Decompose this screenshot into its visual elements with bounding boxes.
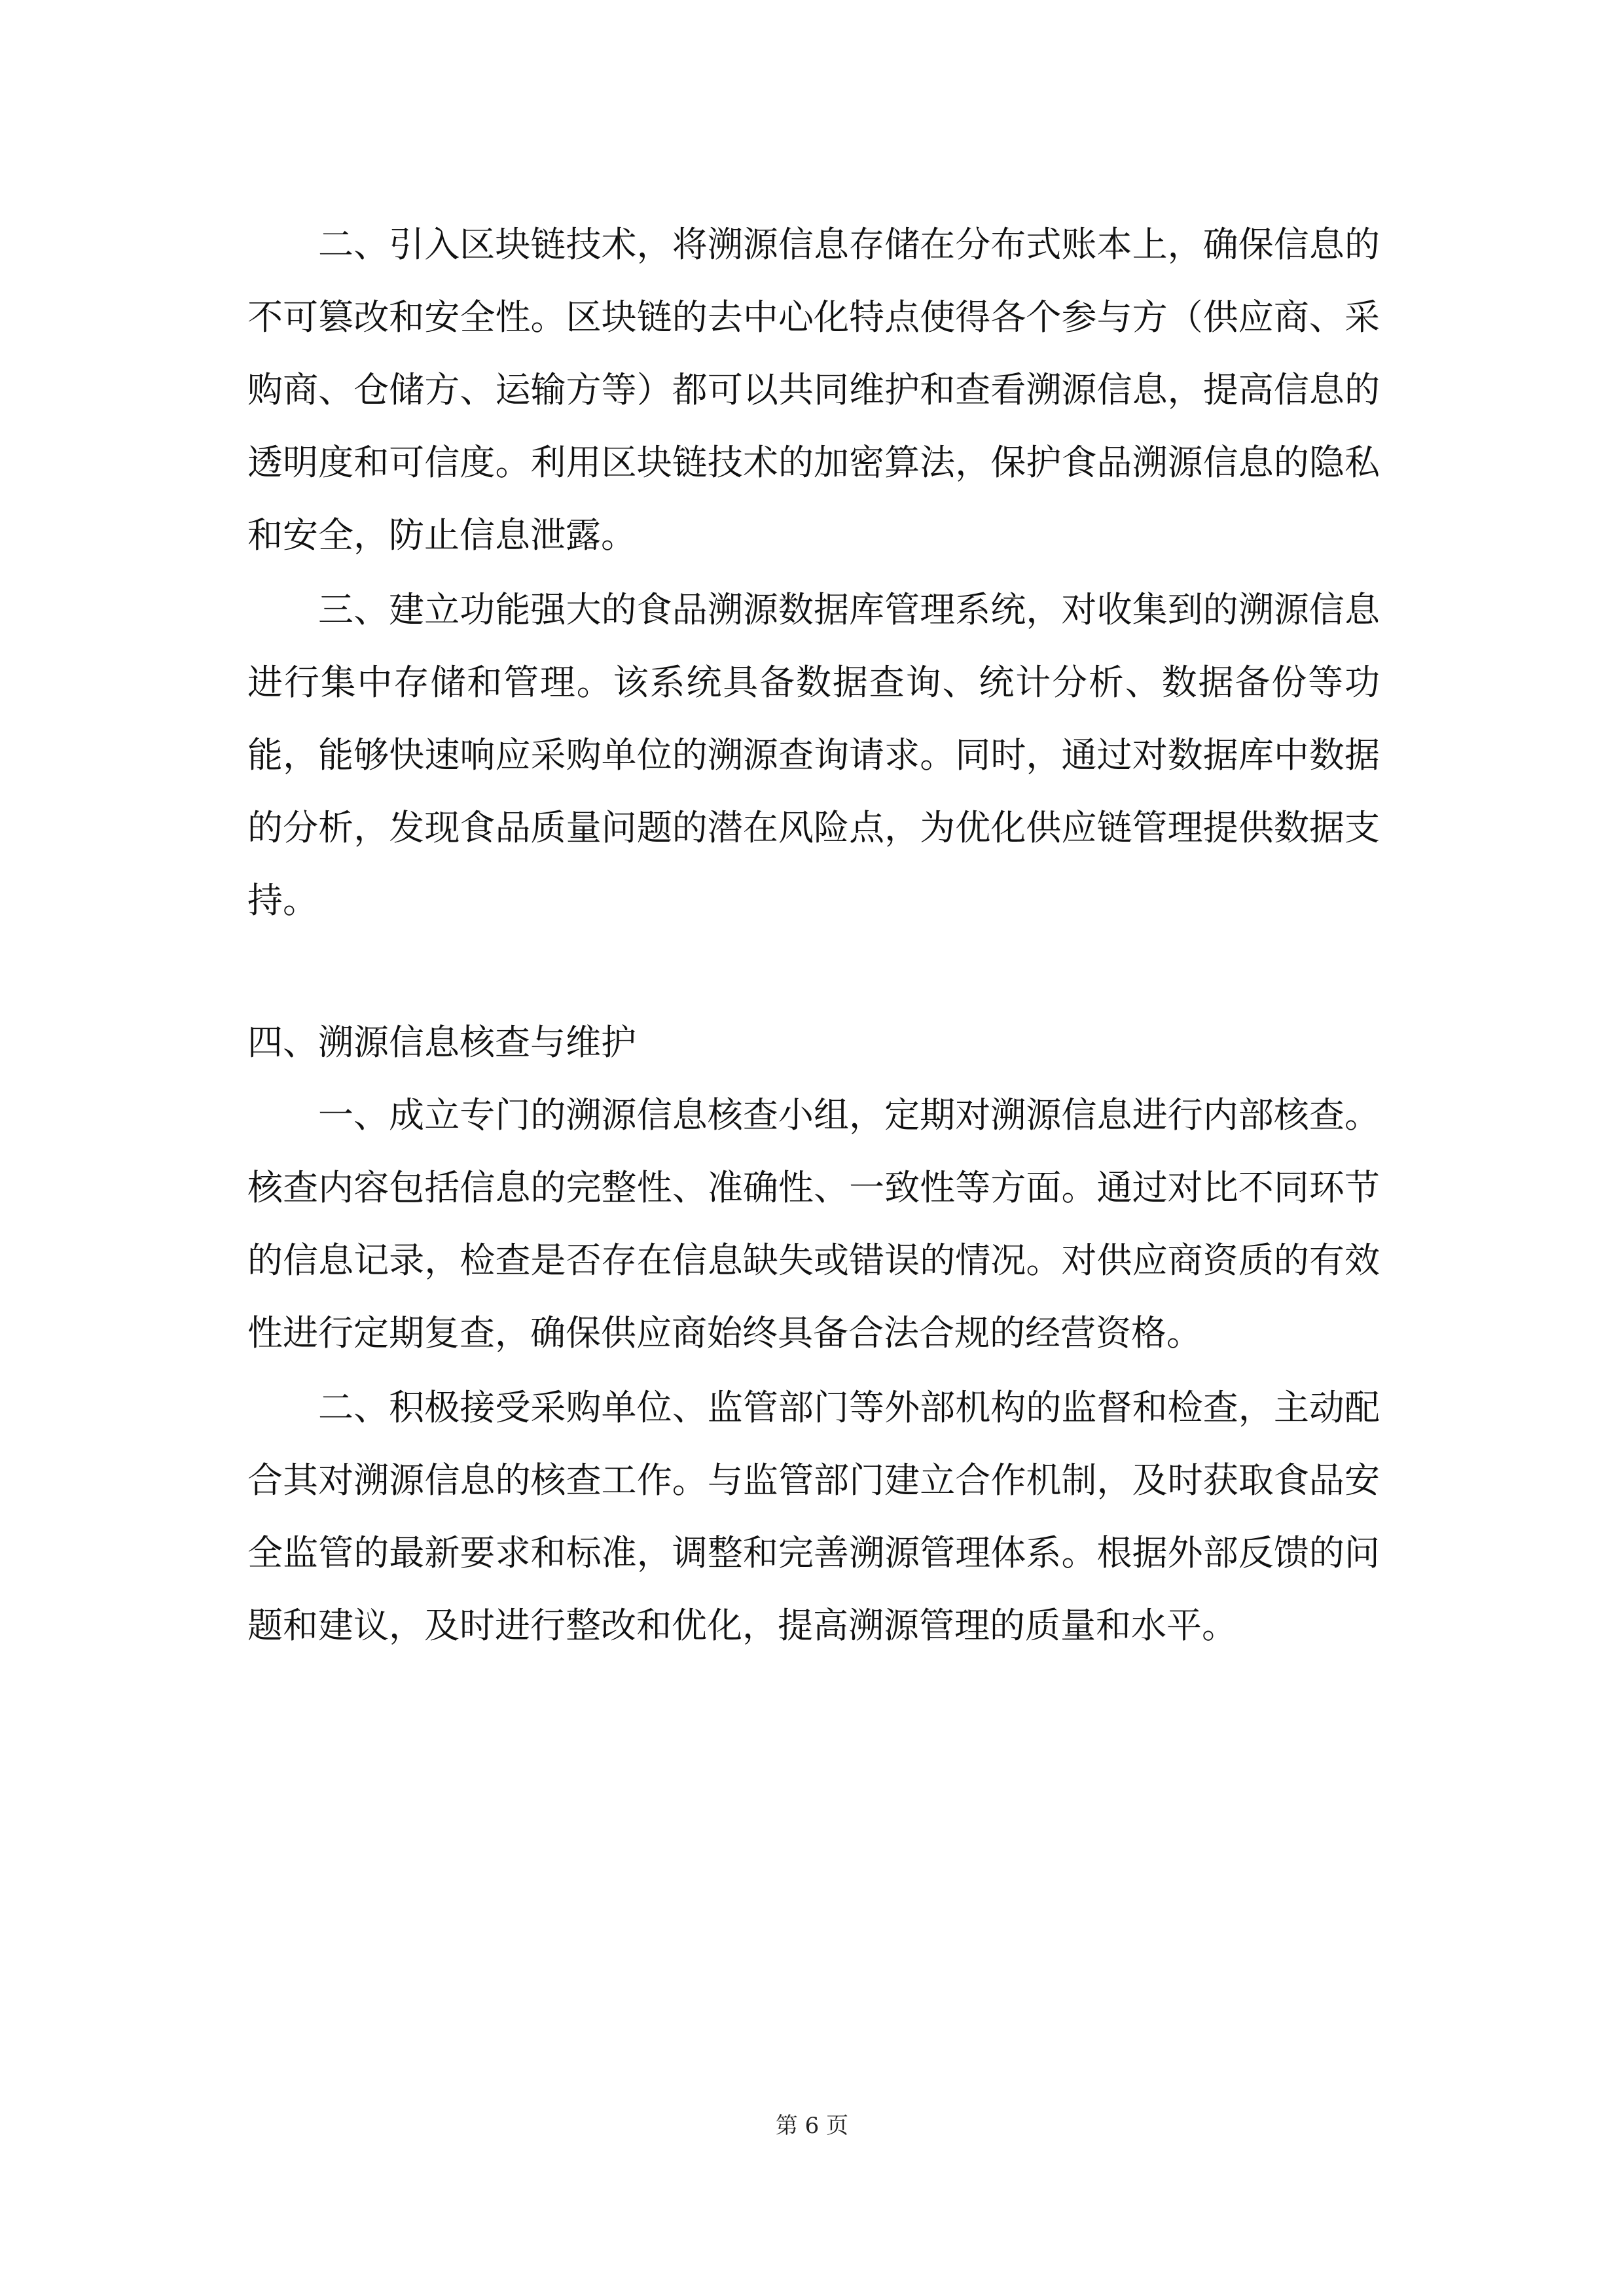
paragraph-database-system: 三、建立功能强大的食品溯源数据库管理系统，对收集到的溯源信息进行集中存储和管理。该系统具备数据查询、统计分析、数据备份等功能，能够快速响应采购单位的溯源查询请求。同时，通过对数据库中数据的分析，发现食品质量问题的潜在风险点，为优化供应链管理提供数据支持。 — [247, 589, 1380, 921]
section-heading: 四、溯源信息核查与维护 — [247, 1022, 636, 1063]
paragraph-internal-check: 一、成立专门的溯源信息核查小组，定期对溯源信息进行内部核查。核查内容包括信息的完整性、准确性、一致性等方面。通过对比不同环节的信息记录，检查是否存在信息缺失或错误的情况。对供应商资质的有效性进行定期复查，确保供应商始终具备合法合规的经营资格。 — [247, 1094, 1380, 1354]
paragraph-blockchain: 二、引入区块链技术，将溯源信息存储在分布式账本上，确保信息的不可篡改和安全性。区块链的去中心化特点使得各个参与方（供应商、采购商、仓储方、运输方等）都可以共同维护和查看溯源信息，提高信息的透明度和可信度。利用区块链技术的加密算法，保护食品溯源信息的隐私和安全，防止信息泄露。 — [247, 224, 1380, 556]
paragraph-external-supervision: 二、积极接受采购单位、监管部门等外部机构的监督和检查，主动配合其对溯源信息的核查工作。与监管部门建立合作机制，及时获取食品安全监管的最新要求和标准，调整和完善溯源管理体系。根据外部反馈的问题和建议，及时进行整改和优化，提高溯源管理的质量和水平。 — [247, 1387, 1380, 1646]
document-body — [247, 208, 1380, 1664]
page-number: 第 6 页 — [775, 2113, 849, 2139]
